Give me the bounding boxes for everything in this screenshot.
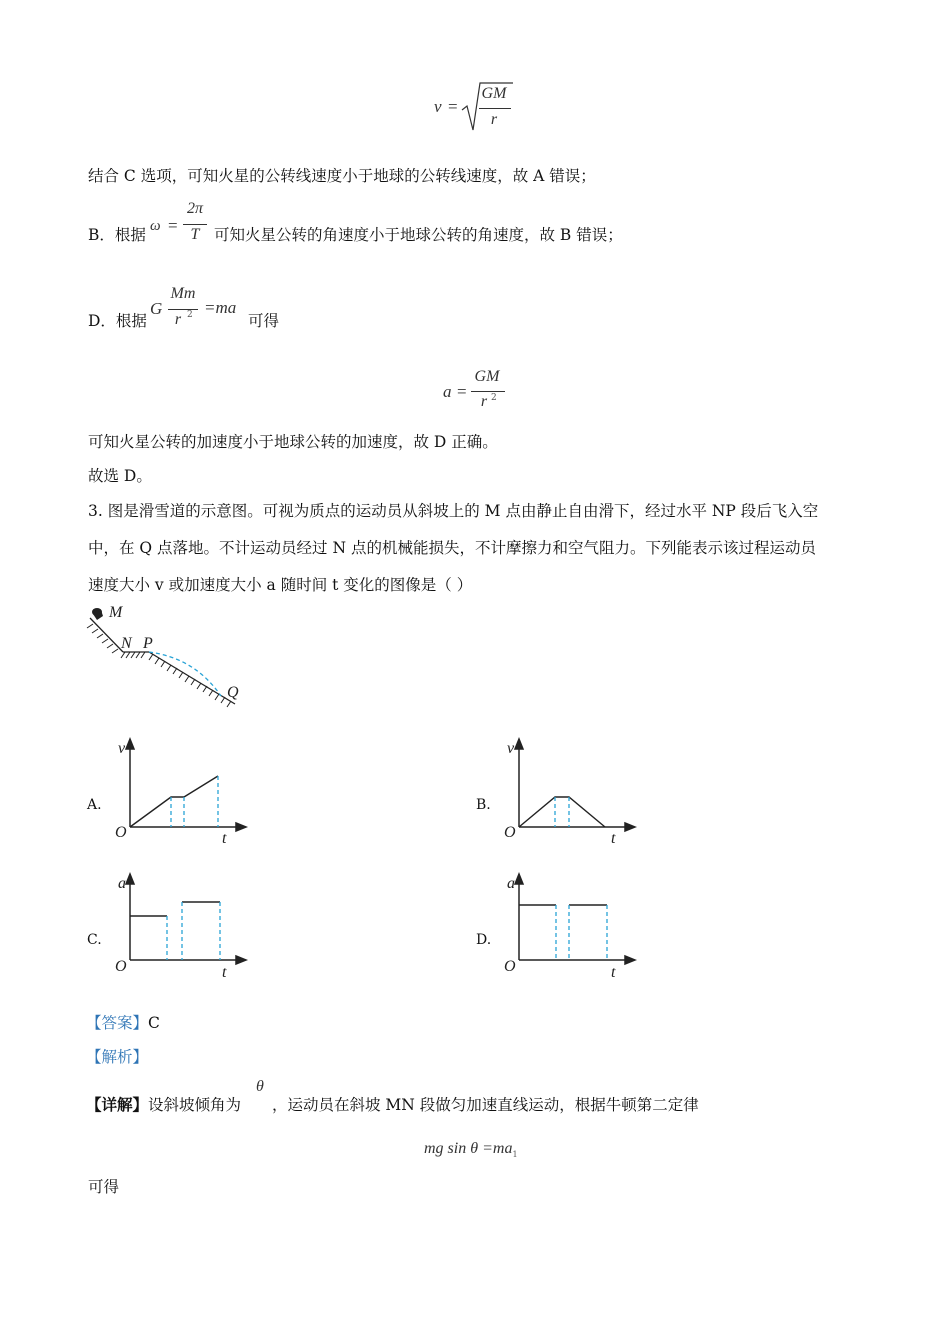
answer-line — [86, 1012, 160, 1034]
option-a-origin: O — [115, 824, 127, 841]
line-d — [88, 285, 388, 337]
option-a-xlabel: t — [222, 830, 227, 845]
option-d-xlabel: t — [611, 964, 616, 980]
line-b-fracline — [183, 224, 207, 225]
line-d-sup: 2 — [187, 310, 193, 320]
line-d-rhs: =ma — [204, 298, 237, 317]
formula-mg — [424, 1138, 544, 1168]
line-d-fracline — [168, 309, 198, 310]
formula-mg-sub: 1 — [512, 1150, 518, 1160]
line-b-suffix: 可知火星公转的角速度小于地球公转的角速度，故 B 错误； — [214, 226, 623, 244]
option-b-origin: O — [504, 824, 516, 841]
option-d[interactable] — [474, 870, 644, 980]
formula-v-line — [479, 108, 511, 109]
option-a[interactable] — [85, 735, 255, 845]
formula-a-num: GM — [474, 368, 500, 385]
answer-tag: 【答案】 — [86, 1014, 149, 1032]
formula-mg-text: mg sin θ =ma — [424, 1140, 513, 1157]
label-N: N — [121, 635, 132, 652]
line-d-num: Mm — [170, 285, 196, 302]
ski-diagram — [85, 602, 260, 717]
formula-v-eq: = — [448, 97, 458, 116]
option-b-label: B. — [476, 797, 491, 813]
option-b[interactable] — [474, 735, 644, 845]
formula-a-eq: = — [457, 382, 467, 401]
detail-pre: 设斜坡倾角为 — [148, 1096, 242, 1114]
analysis-tag: 【解析】 — [86, 1048, 149, 1066]
option-b-graph — [499, 735, 639, 845]
option-b-xlabel: t — [611, 830, 616, 845]
option-c-label: C. — [87, 932, 102, 948]
detail-post: ，运动员在斜坡 MN 段做匀加速直线运动，根据牛顿第二定律 — [272, 1096, 699, 1114]
line-d-prefix: D．根据 — [88, 312, 147, 330]
option-c-graph — [110, 870, 250, 980]
line-b-prefix: B．根据 — [88, 226, 146, 244]
option-c[interactable] — [85, 870, 255, 980]
line-b — [88, 200, 788, 250]
q3-line2: 中，在 Q 点落地。不计运动员经过 N 点的机械能损失，不计摩擦力和空气阻力。下列能表示该过程运动员 — [88, 539, 816, 557]
answer-value: C — [148, 1014, 160, 1032]
line-d-G: G — [150, 299, 163, 318]
detail-line — [86, 1078, 846, 1118]
label-M: M — [109, 604, 123, 621]
detail-theta: θ — [256, 1078, 264, 1095]
formula-a-line — [471, 391, 505, 392]
line-b-den: T — [190, 226, 200, 243]
detail-tag: 【详解】 — [86, 1095, 149, 1114]
option-a-ylabel: v — [118, 740, 126, 757]
formula-v-den: r — [490, 111, 498, 128]
option-a-graph — [110, 735, 250, 845]
line-d-suffix: 可得 — [248, 312, 280, 330]
line-d2: 可知火星公转的加速度小于地球公转的加速度，故 D 正确。 — [88, 433, 498, 451]
line-d-den: r — [174, 311, 182, 328]
line-b-num: 2π — [186, 200, 203, 217]
formula-a-sup: 2 — [491, 393, 497, 403]
option-a-label: A. — [87, 797, 102, 813]
formula-v — [430, 80, 520, 136]
option-d-label: D. — [476, 932, 492, 948]
option-c-origin: O — [115, 958, 127, 975]
option-d-origin: O — [504, 958, 516, 975]
line-a: 结合 C 选项，可知火星的公转线速度小于地球的公转线速度，故 A 错误； — [88, 167, 596, 185]
formula-a-den: r — [480, 393, 488, 410]
option-b-ylabel: v — [507, 740, 515, 757]
line-end: 可得 — [88, 1178, 120, 1196]
formula-v-lhs: v — [434, 97, 442, 116]
formula-v-num: GM — [481, 85, 507, 102]
skier-icon — [92, 608, 103, 620]
line-choose: 故选 D。 — [88, 467, 152, 485]
line-b-eq: = — [168, 216, 178, 235]
q3-line3: 速度大小 v 或加速度大小 a 随时间 t 变化的图像是（ ） — [88, 576, 473, 594]
option-d-ylabel: a — [507, 875, 515, 892]
formula-a-lhs: a — [443, 382, 452, 401]
option-c-xlabel: t — [222, 964, 227, 980]
label-Q: Q — [227, 684, 239, 701]
q3-line1: 3. 图是滑雪道的示意图。可视为质点的运动员从斜坡上的 M 点由静止自由滑下，经过水平 NP 段后飞入空 — [88, 502, 819, 520]
option-d-graph — [499, 870, 639, 980]
formula-a — [438, 368, 518, 418]
omega: ω — [150, 218, 161, 234]
option-c-ylabel: a — [118, 875, 126, 892]
label-P: P — [143, 635, 153, 652]
